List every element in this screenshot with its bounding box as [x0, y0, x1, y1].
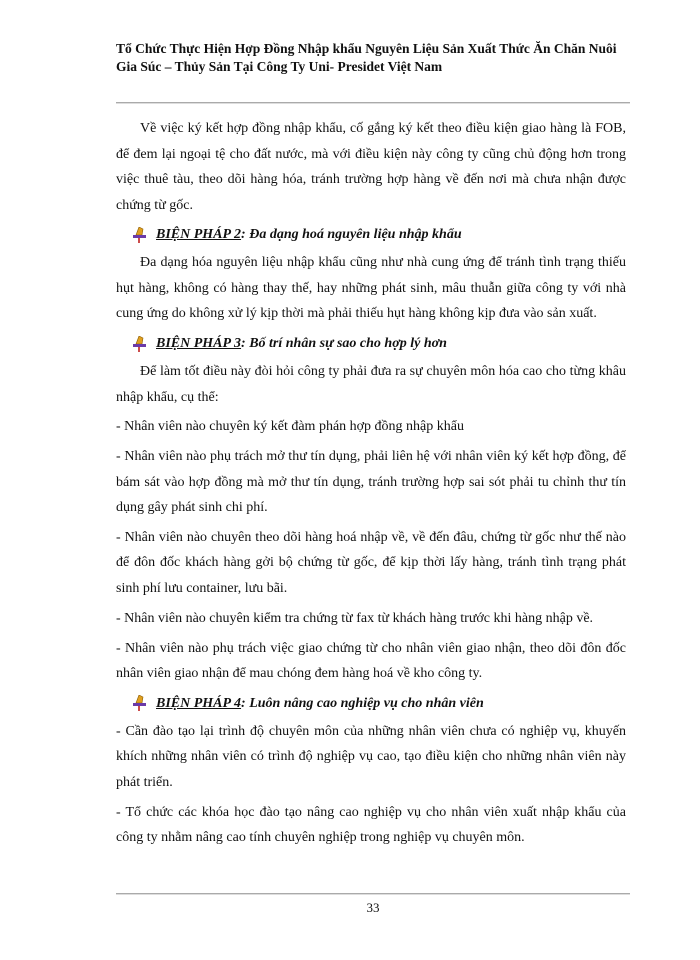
heading-text: : Luôn nâng cao nghiệp vụ cho nhân viên — [241, 695, 484, 711]
list-item: - Cần đào tạo lại trình độ chuyên môn của những nhân viên chưa có nghiệp vụ, khuyến khích những nhân viên có trình độ nghiệp vụ cao, tạo điều kiện cho những nhân viên này phát triển. — [116, 723, 626, 790]
pin-marker-icon — [132, 336, 148, 352]
running-header: Tổ Chức Thực Hiện Hợp Đồng Nhập khẩu Nguyên Liệu Sản Xuất Thức Ăn Chăn Nuôi Gia Súc – Thủy Sản Tại Công Ty Uni- Presidet Việt Nam — [116, 41, 617, 74]
footer-divider — [116, 893, 630, 895]
paragraph-staffing: Để làm tốt điều này đòi hỏi công ty phải đưa ra sự chuyên môn hóa cao cho từng khâu nhập khẩu, cụ thể: — [116, 364, 626, 405]
list-item: - Nhân viên nào chuyên ký kết đàm phán hợp đồng nhập khẩu — [116, 419, 464, 435]
heading-bien-phap-2 — [132, 222, 626, 247]
page-body — [116, 116, 626, 855]
heading-label: BIỆN PHÁP 3 — [156, 336, 242, 352]
page-number: 33 — [366, 900, 380, 915]
list-item: - Nhân viên nào chuyên theo dõi hàng hoá nhập về, về đến đâu, chứng từ gốc như thế nào để đôn đốc khách hàng gởi bộ chứng từ gốc, để kịp thời lấy hàng, tránh tình trạng phát sinh phí lưu container, lưu bãi. — [116, 529, 626, 596]
header-divider — [116, 102, 630, 104]
heading-text: : Bố trí nhân sự sao cho hợp lý hơn — [241, 336, 447, 352]
heading-label: BIỆN PHÁP 2 — [156, 227, 242, 243]
list-item: - Nhân viên nào phụ trách mở thư tín dụng, phải liên hệ với nhân viên ký kết hợp đồng, để bám sát vào hợp đồng mà mở thư tín dụng, tránh trường hợp sai sót phải tu chỉnh thư tín dụng gây phát sinh chi phí. — [116, 449, 626, 516]
paragraph-fob: Về việc ký kết hợp đồng nhập khẩu, cố gắng ký kết theo điều kiện giao hàng là FOB, để đem lại ngoại tệ cho đất nước, mà với điều kiện này công ty cũng chủ động hơn trong việc thuê tàu, theo dõi hàng hóa, tránh trường hợp hàng về đến nơi mà chưa nhận được chứng từ gốc. — [116, 121, 626, 213]
pin-marker-icon — [132, 695, 148, 711]
heading-bien-phap-3 — [132, 331, 626, 356]
heading-label: BIỆN PHÁP 4 — [156, 695, 242, 711]
list-item: - Nhân viên nào chuyên kiểm tra chứng từ fax từ khách hàng trước khi hàng nhập về. — [116, 610, 594, 626]
heading-bien-phap-4 — [132, 691, 626, 716]
pin-marker-icon — [132, 227, 148, 243]
paragraph-diversify: Đa dạng hóa nguyên liệu nhập khẩu cũng như nhà cung ứng để tránh tình trạng thiếu hụt hàng, không có hàng thay thế, hay những phát sinh, mâu thuẫn giữa công ty với nhà cung ứng do không xử lý kịp thời mà phải thiếu hụt hàng không kịp đưa vào sản xuất. — [116, 255, 626, 322]
heading-text: : Đa dạng hoá nguyên liệu nhập khẩu — [241, 227, 462, 243]
list-item: - Nhân viên nào phụ trách việc giao chứng từ cho nhân viên giao nhận, theo dõi đôn đốc nhân viên giao nhận để mau chóng đem hàng hoá về kho công ty. — [116, 640, 626, 682]
list-item: - Tổ chức các khóa học đào tạo nâng cao nghiệp vụ cho nhân viên xuất nhập khẩu của công ty nhằm nâng cao tính chuyên nghiệp trong nghiệp vụ chuyên môn. — [116, 804, 626, 846]
